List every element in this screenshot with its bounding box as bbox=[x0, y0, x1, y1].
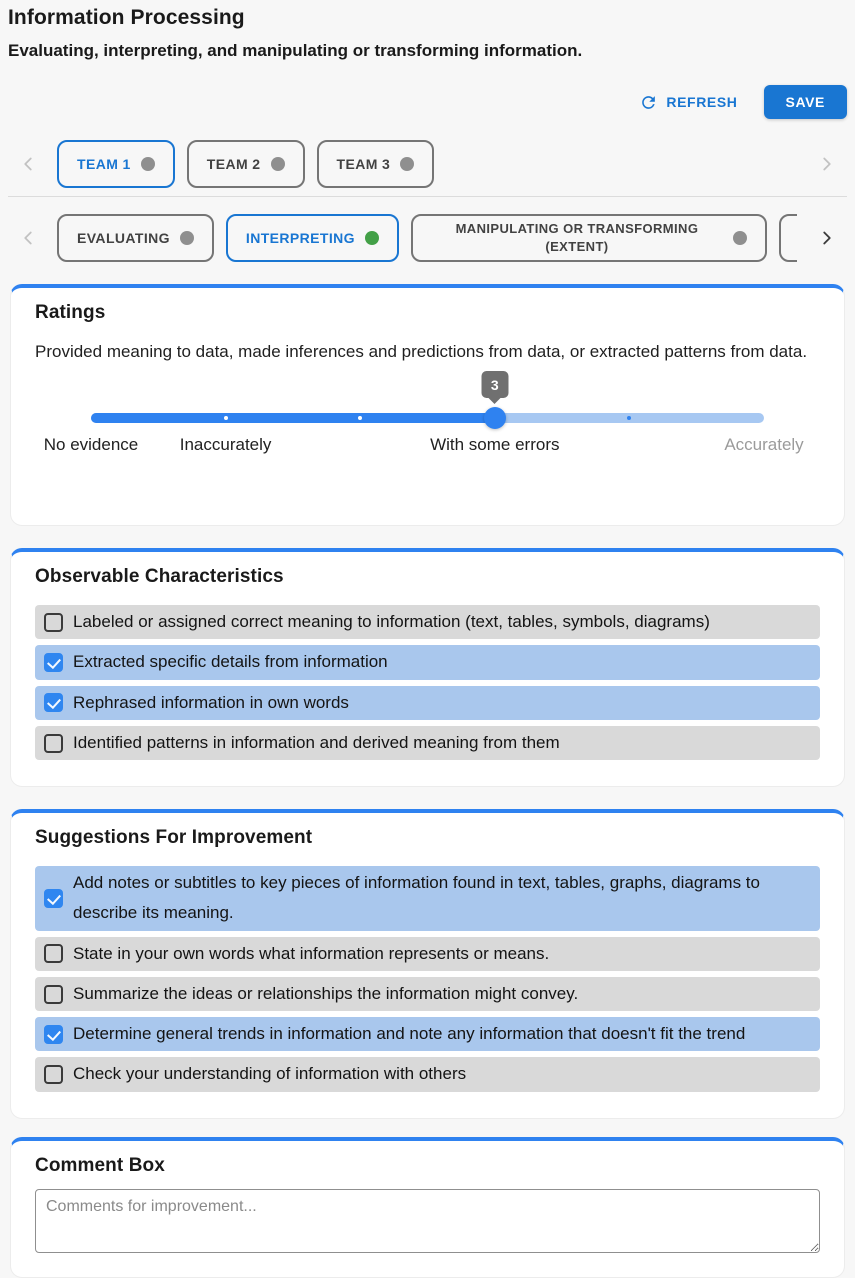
tab-team-2-label: TEAM 2 bbox=[206, 156, 261, 172]
checkbox[interactable] bbox=[44, 613, 63, 632]
chevron-right-icon bbox=[816, 153, 838, 175]
chevron-left-icon bbox=[17, 227, 39, 249]
slider-mark-2 bbox=[358, 416, 362, 420]
checkbox[interactable] bbox=[44, 693, 63, 712]
checkbox-label: Extracted specific details from information bbox=[73, 652, 388, 672]
slider-label-inaccurately: Inaccurately bbox=[179, 435, 272, 455]
ratings-card bbox=[10, 284, 845, 526]
checkbox[interactable] bbox=[44, 944, 63, 963]
ratings-description: Provided meaning to data, made inferences and predictions from data, or extracted patterns from data. bbox=[35, 342, 808, 361]
slider-fill bbox=[91, 413, 495, 423]
ratings-heading: Ratings bbox=[35, 302, 106, 323]
checkbox-label: State in your own words what information represents or means. bbox=[73, 943, 550, 963]
checkbox-label: Add notes or subtitles to key pieces of information found in text, tables, graphs, diagrams to describe its meaning. bbox=[73, 873, 760, 923]
tab-evaluating-label: EVALUATING bbox=[77, 230, 170, 246]
category-tabs-next-button[interactable] bbox=[807, 218, 847, 258]
header-actions bbox=[8, 85, 847, 119]
chevron-right-icon bbox=[816, 227, 838, 249]
tab-interpreting-label: INTERPRETING bbox=[245, 230, 355, 246]
tab-manipulating-label: MANIPULATING OR TRANSFORMING (EXTENT) bbox=[455, 221, 699, 254]
checkbox[interactable] bbox=[44, 1065, 63, 1084]
checkbox-row[interactable] bbox=[35, 645, 820, 679]
slider-thumb[interactable] bbox=[484, 407, 506, 429]
interpreting-status-dot bbox=[365, 231, 379, 245]
team-2-status-dot bbox=[271, 157, 285, 171]
slider-label-accurately: Accurately bbox=[724, 435, 804, 455]
checkbox-row[interactable] bbox=[35, 977, 820, 1011]
page-subtitle: Evaluating, interpreting, and manipulating or transforming information. bbox=[8, 41, 583, 60]
category-tabs-prev-button[interactable] bbox=[8, 218, 48, 258]
team-1-status-dot bbox=[141, 157, 155, 171]
checkbox-label: Check your understanding of information with others bbox=[73, 1064, 467, 1084]
checkbox-row[interactable] bbox=[35, 866, 820, 931]
observable-heading: Observable Characteristics bbox=[35, 566, 284, 588]
chevron-left-icon bbox=[17, 153, 39, 175]
evaluating-status-dot bbox=[180, 231, 194, 245]
tab-team-2[interactable] bbox=[187, 140, 305, 188]
category-tabs-scroller bbox=[57, 214, 797, 262]
checkbox-row[interactable] bbox=[35, 1017, 820, 1051]
checkbox-row[interactable] bbox=[35, 726, 820, 760]
checkbox[interactable] bbox=[44, 1025, 63, 1044]
checkbox[interactable] bbox=[44, 734, 63, 753]
refresh-icon bbox=[639, 93, 658, 112]
slider-label-no-evidence: No evidence bbox=[43, 435, 139, 455]
checkbox-label: Labeled or assigned correct meaning to information (text, tables, symbols, diagrams) bbox=[73, 612, 710, 632]
rating-slider bbox=[43, 365, 804, 495]
checkbox-label: Determine general trends in information and note any information that doesn't fit the trend bbox=[73, 1024, 746, 1044]
slider-label-with-some-errors: With some errors bbox=[430, 435, 560, 455]
team-tabs-prev-button[interactable] bbox=[8, 144, 48, 184]
team-3-status-dot bbox=[400, 157, 414, 171]
slider-track[interactable] bbox=[91, 376, 764, 423]
tab-team-1-label: TEAM 1 bbox=[77, 156, 131, 172]
checkbox[interactable] bbox=[44, 985, 63, 1004]
comment-textarea[interactable] bbox=[35, 1189, 820, 1253]
tab-manipulating-or-transforming[interactable] bbox=[411, 214, 767, 262]
suggestions-list bbox=[35, 866, 820, 1092]
category-tabs bbox=[8, 214, 847, 262]
checkbox[interactable] bbox=[44, 889, 63, 908]
team-tabs-next-button[interactable] bbox=[807, 144, 847, 184]
checkbox-label: Summarize the ideas or relationships the information might convey. bbox=[73, 983, 579, 1003]
observable-list bbox=[35, 605, 820, 760]
checkbox-label: Rephrased information in own words bbox=[73, 692, 349, 712]
comment-heading: Comment Box bbox=[35, 1154, 165, 1176]
checkbox[interactable] bbox=[44, 653, 63, 672]
suggestions-card bbox=[10, 809, 845, 1119]
tab-partial-clipped[interactable] bbox=[779, 214, 797, 262]
team-tabs bbox=[8, 140, 847, 188]
checkbox-row[interactable] bbox=[35, 686, 820, 720]
slider-mark-1 bbox=[224, 416, 228, 420]
checkbox-row[interactable] bbox=[35, 1057, 820, 1091]
manipulating-status-dot bbox=[733, 231, 747, 245]
team-tabs-scroller bbox=[57, 140, 797, 188]
refresh-label: REFRESH bbox=[666, 94, 738, 110]
tab-team-3[interactable] bbox=[317, 140, 435, 188]
checkbox-row[interactable] bbox=[35, 937, 820, 971]
checkbox-label: Identified patterns in information and derived meaning from them bbox=[73, 732, 560, 752]
tab-evaluating[interactable] bbox=[57, 214, 214, 262]
slider-mark-4 bbox=[627, 416, 631, 420]
tab-team-1[interactable] bbox=[57, 140, 175, 188]
checkbox-row[interactable] bbox=[35, 605, 820, 639]
observable-characteristics-card bbox=[10, 548, 845, 787]
save-button[interactable]: SAVE bbox=[764, 85, 848, 119]
refresh-button[interactable] bbox=[639, 93, 737, 112]
page-title: Information Processing bbox=[8, 6, 245, 29]
tabs-divider bbox=[8, 196, 847, 197]
suggestions-heading: Suggestions For Improvement bbox=[35, 827, 313, 849]
tab-team-3-label: TEAM 3 bbox=[336, 156, 391, 172]
tab-interpreting[interactable] bbox=[226, 214, 399, 262]
comment-card bbox=[10, 1137, 845, 1278]
slider-value-label: 3 bbox=[481, 371, 508, 398]
